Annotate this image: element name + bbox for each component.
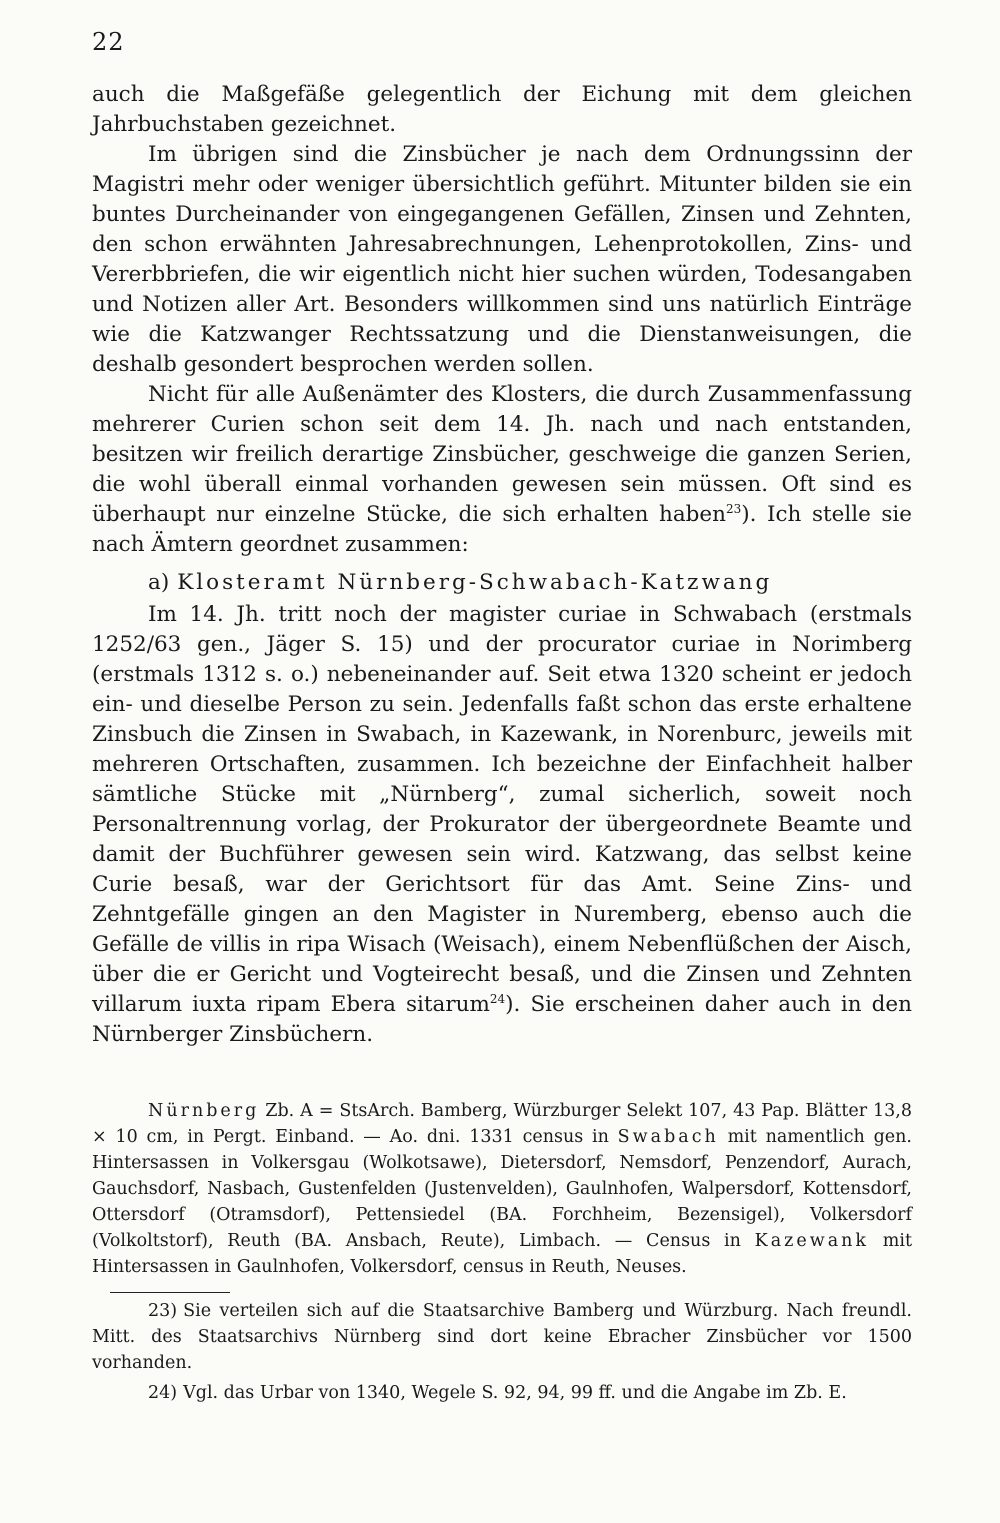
- footnote-divider: [110, 1292, 230, 1293]
- paragraph-text: Im 14. Jh. tritt noch der magister curiae in Schwabach (erstmals 1252/63 gen., Jäger S. 15) und der procurator curiae in Norimberg (erstmals 1312 s. o.) nebeneinander auf. Seit etwa 1320 scheint er jedoch ein- und dieselbe Person zu sein. Jedenfalls faßt schon das erste erhaltene Zinsbuch die Zinsen in Swabach, in Kazewank, in Norenburc, jeweils mit mehreren Ortschaften, zusammen. Ich bezeichne der Einfachheit halber sämtliche Stücke mit „Nürnberg“, zumal sicherlich, soweit noch Personaltrennung vorlag, der Prokurator der übergeordnete Beamte und damit der Buchführer gewesen sein wird. Katzwang, das selbst keine Curie besaß, war der Gerichtsort für das Amt. Seine Zins- und Zehntgefälle gingen an den Magister in Nuremberg, ebenso auch die Gefälle de villis in ripa Wisach (Weisach), einem Nebenflüßchen der Aisch, über die er Gericht und Vogteirecht besaß, und die Zinsen und Zehnten villarum iuxta ripam Ebera sitarum: [92, 602, 912, 1017]
- section-heading: [148, 568, 912, 598]
- paragraph-zinsbuecher: Im übrigen sind die Zinsbücher je nach dem Ordnungssinn der Magistri mehr oder weniger übersichtlich geführt. Mitunter bilden sie ein buntes Durcheinander von eingegangenen Gefällen, Zinsen und Zehnten, den schon erwähnten Jahresabrechnungen, Lehenprotokollen, Zins- und Vererbbriefen, die wir eigentlich nicht hier suchen würden, Todesangaben und Notizen aller Art. Besonders willkommen sind uns natürlich Einträge wie die Katzwanger Rechtssatzung und die Dienstanweisungen, die deshalb gesondert besprochen werden sollen.: [92, 142, 912, 377]
- paragraph-aussenaemter: [92, 380, 912, 560]
- paragraph-klosteramt: [92, 600, 912, 1050]
- footnote-24: [92, 1380, 912, 1406]
- footnote-ref-23[interactable]: 23: [725, 501, 742, 516]
- paragraph-text: Nicht für alle Außenämter des Klosters, die durch Zusammenfassung mehrerer Curien schon seit dem 14. Jh. nach und nach entstanden, besitzen wir freilich derartige Zinsbücher, geschweige die ganzen Serien, die wohl überall einmal vorhanden gewesen sein müssen. Oft sind es überhaupt nur einzelne Stücke, die sich erhalten haben: [92, 382, 912, 527]
- footnote-ref-24[interactable]: 24: [489, 991, 506, 1006]
- footnote-text: Sie verteilen sich auf die Staatsarchive Bamberg und Würzburg. Nach freundl. Mitt. des Staatsarchivs Nürnberg sind dort keine Ebracher Zinsbücher vor 1500 vorhanden.: [92, 1301, 912, 1373]
- source-note-body: mit Hintersassen in Gaulnhofen, Volkersdorf, census in Reuth, Neuses.: [92, 1231, 912, 1277]
- main-text: [92, 80, 912, 1050]
- source-note-place: Swabach: [617, 1127, 719, 1147]
- page-number: 22: [92, 28, 125, 56]
- source-note-body: mit namentlich gen. Hintersassen in Volkersgau (Wolkotsawe), Dietersdorf, Nemsdorf, Penzendorf, Aurach, Gauchsdorf, Nasbach, Gustenfelden (Justenvelden), Gaulnhofen, Walpersdorf, Kottensdorf, Ottersdorf (Otramsdorf), Pettensiedel (BA. Forchheim, Bezensigel), Volkersdorf (Volkoltstorf), Reuth (BA. Ansbach, Reute), Limbach. — Census in: [92, 1127, 912, 1251]
- paragraph-text: ). Sie erscheinen daher auch in den Nürnberger Zinsbüchern.: [92, 992, 912, 1047]
- section-label: a): [148, 570, 170, 595]
- source-note-body: Zb. A = StsArch. Bamberg, Würzburger Selekt 107, 43 Pap. Blätter 13,8 × 10 cm, in Pergt. Einband. — Ao. dni. 1331 census in: [92, 1101, 912, 1147]
- footnote-23: [92, 1298, 912, 1376]
- source-note-place: Kazewank: [754, 1231, 870, 1251]
- paragraph-continuation: auch die Maßgefäße gelegentlich der Eichung mit dem gleichen Jahrbuchstaben gezeichnet.: [92, 82, 912, 137]
- section-title: Klosteramt Nürnberg-Schwabach-Katzwang: [177, 570, 773, 595]
- source-note: [92, 1098, 912, 1280]
- footnote-text: Vgl. das Urbar von 1340, Wegele S. 92, 94, 99 ff. und die Angabe im Zb. E.: [183, 1383, 847, 1403]
- footnote-number: 23): [148, 1301, 178, 1321]
- source-note-text: [92, 1098, 912, 1280]
- footnote-number: 24): [148, 1383, 178, 1403]
- source-note-title: Nürnberg: [148, 1101, 260, 1121]
- paragraph-text: ). Ich stelle sie nach Ämtern geordnet zusammen:: [92, 502, 912, 557]
- footnotes: [92, 1298, 912, 1410]
